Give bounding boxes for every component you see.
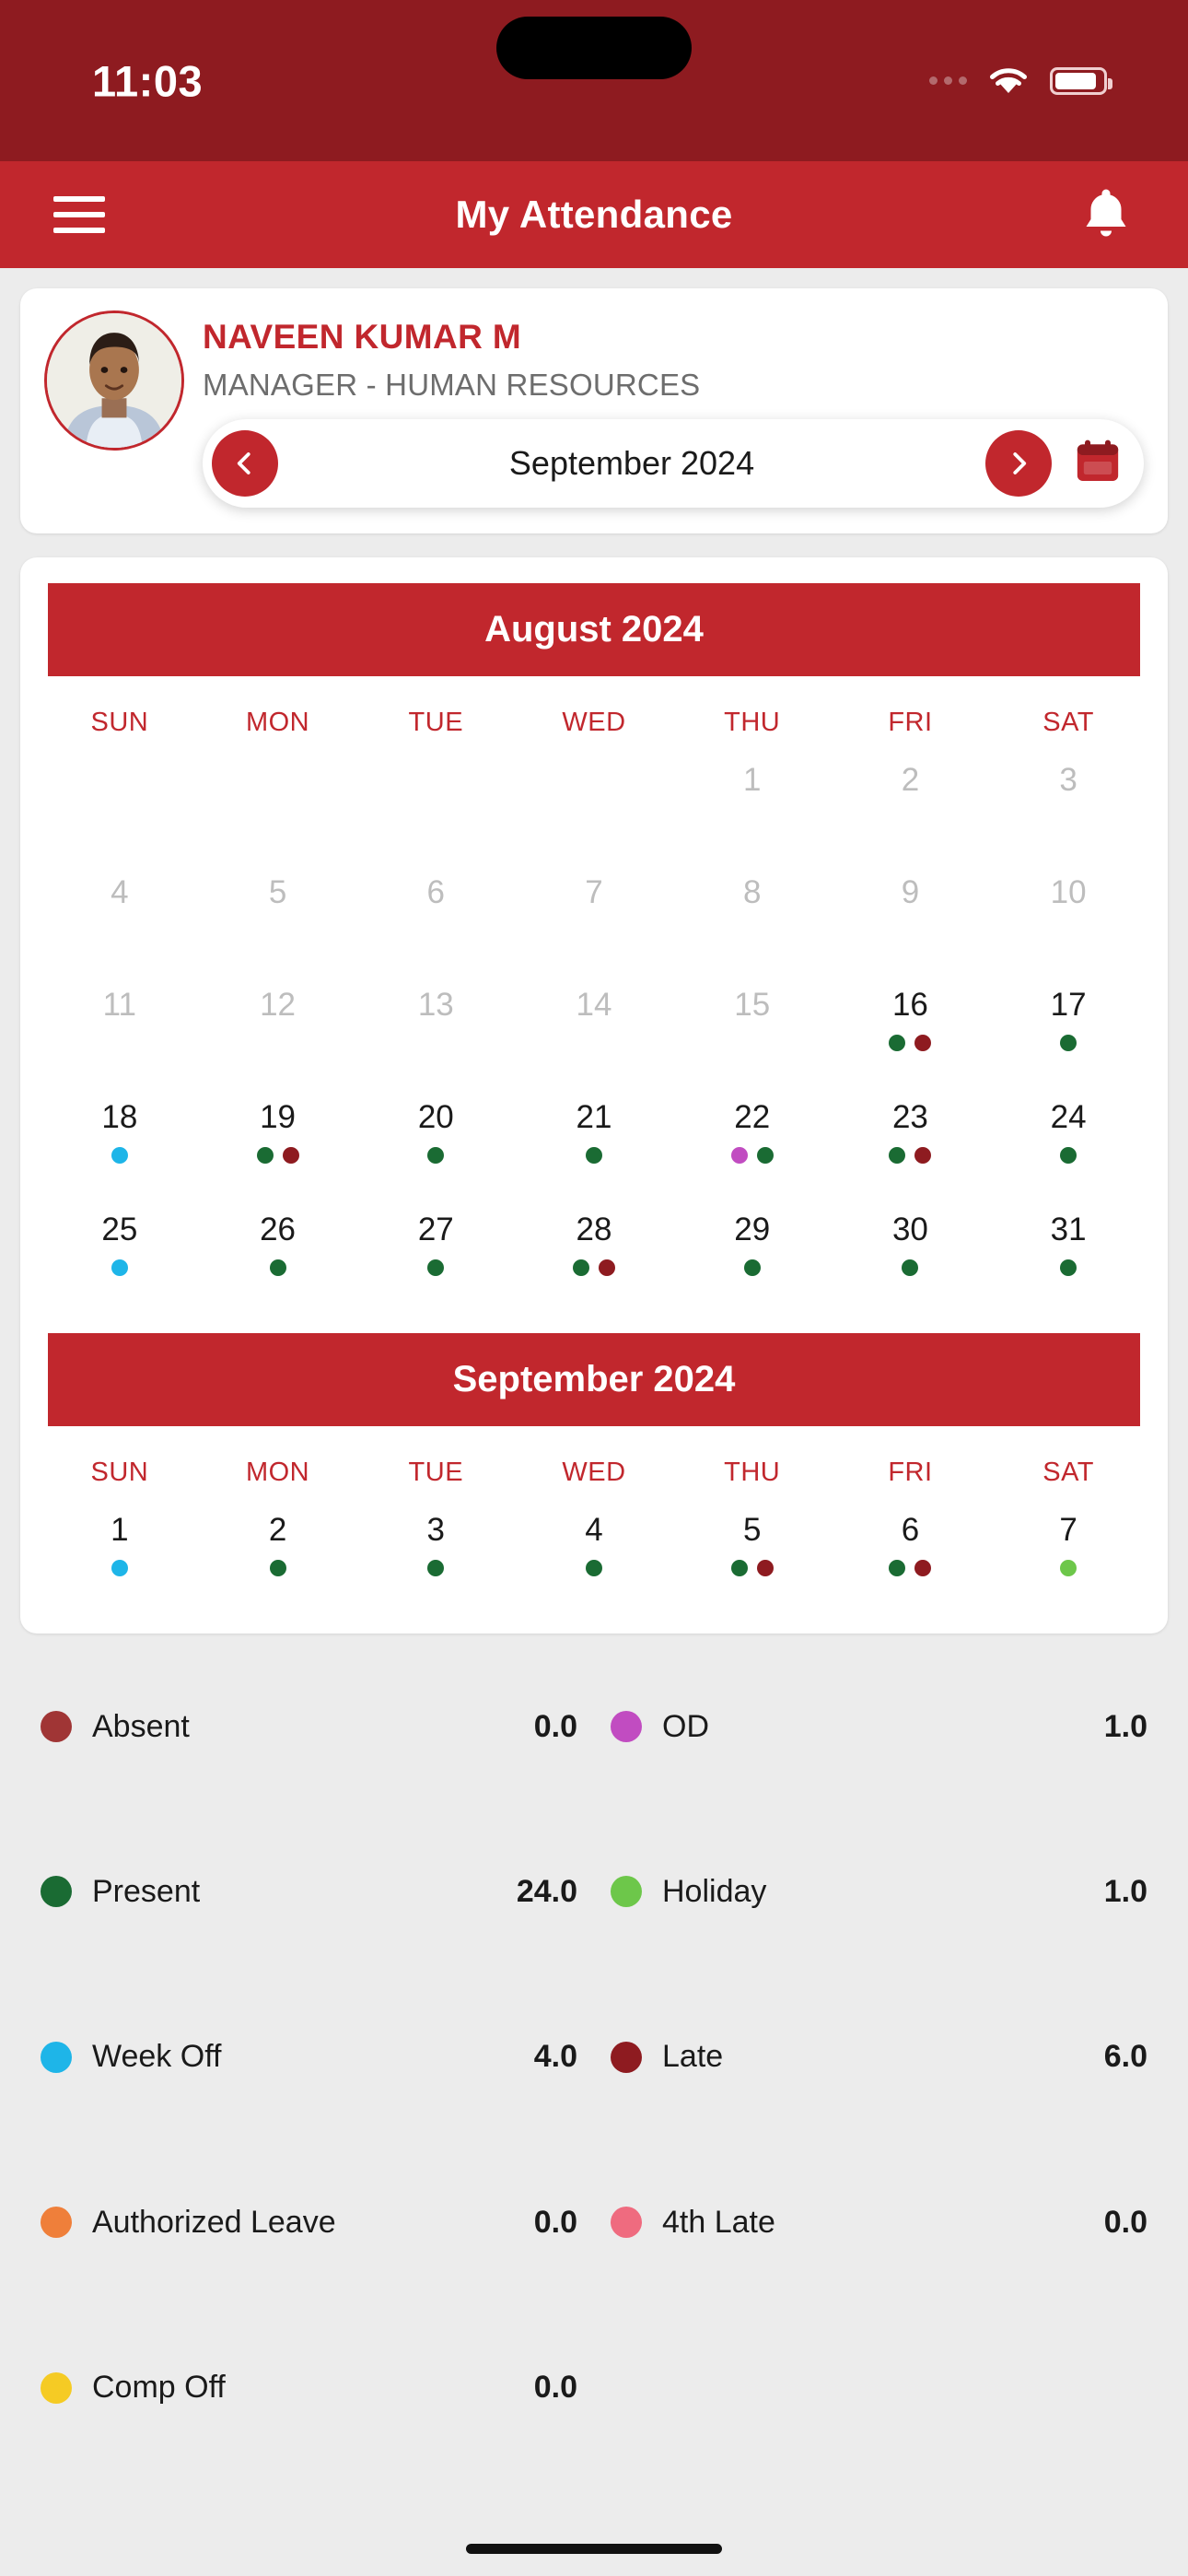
calendar-day-cell[interactable] — [989, 1495, 1147, 1608]
status-dot — [111, 1259, 128, 1276]
calendar-day-number: 5 — [742, 1512, 762, 1548]
calendar-day-number: 26 — [260, 1212, 297, 1247]
status-dot — [111, 1560, 128, 1576]
weekday-label: MON — [245, 1458, 310, 1487]
status-dot — [914, 1560, 931, 1576]
battery-icon — [1050, 67, 1107, 95]
legend-item — [611, 2016, 1147, 2099]
legend-value: 1.0 — [1103, 1708, 1147, 1744]
legend-item — [611, 1685, 1147, 1768]
calendar-day-number: 3 — [426, 1512, 446, 1548]
weekday-label: TUE — [408, 1458, 464, 1487]
status-dot — [1060, 1035, 1077, 1051]
calendar-day-number: 27 — [417, 1212, 454, 1247]
day-status-dots — [586, 1560, 602, 1576]
calendar-day-cell[interactable] — [199, 1083, 357, 1195]
page-title: My Attendance — [455, 193, 733, 236]
employee-name: NAVEEN KUMAR M — [203, 318, 522, 356]
calendar-day-cell — [41, 745, 199, 858]
status-bar — [0, 0, 1188, 161]
calendar-day-number: 14 — [576, 987, 612, 1023]
calendar-day-number: 16 — [891, 987, 928, 1023]
calendar-day-number: 13 — [417, 987, 454, 1023]
calendar-day-cell[interactable] — [989, 745, 1147, 858]
day-status-dots — [1060, 1259, 1077, 1276]
day-status-dots — [257, 1147, 299, 1164]
day-status-dots — [270, 1560, 286, 1576]
scroll-content — [0, 268, 1188, 2576]
status-dot — [257, 1147, 274, 1164]
legend-color-dot — [41, 2042, 72, 2073]
calendar-day-number: 12 — [260, 987, 297, 1023]
employee-photo — [47, 313, 181, 448]
legend-label: Holiday — [662, 1873, 767, 1909]
legend-value: 0.0 — [533, 2204, 577, 2240]
status-dot — [731, 1560, 748, 1576]
calendar-day-cell[interactable] — [832, 858, 990, 970]
legend-value: 4.0 — [533, 2039, 577, 2075]
legend-label: Late — [662, 2039, 724, 2075]
weekday-label: SUN — [90, 1458, 149, 1487]
legend-label: Absent — [92, 1708, 190, 1744]
legend-color-dot — [41, 2207, 72, 2238]
month-header: August 2024 — [48, 583, 1140, 676]
day-status-dots — [1060, 1035, 1077, 1051]
calendar-day-cell[interactable] — [832, 1495, 990, 1608]
calendar-day-number: 31 — [1050, 1212, 1087, 1247]
legend-color-dot — [41, 2372, 72, 2404]
legend-label: OD — [662, 1708, 709, 1744]
legend-value: 1.0 — [1103, 1873, 1147, 1909]
calendar-day-number: 7 — [585, 874, 603, 910]
avatar — [44, 310, 184, 451]
calendar-day-cell — [515, 745, 673, 858]
legend-label: Week Off — [92, 2039, 222, 2075]
status-dot — [914, 1147, 931, 1164]
legend-color-dot — [611, 2042, 642, 2073]
status-dot — [889, 1560, 905, 1576]
calendar-day-number: 1 — [742, 762, 762, 798]
calendar-day-cell[interactable] — [199, 1495, 357, 1608]
weekday-label: FRI — [888, 1458, 933, 1487]
calendar-icon[interactable] — [1072, 436, 1124, 492]
calendar-day-cell[interactable] — [356, 1083, 515, 1195]
legend-item — [41, 2016, 577, 2099]
calendar-day-cell[interactable] — [989, 1083, 1147, 1195]
status-dot — [902, 1259, 918, 1276]
weekday-label: SAT — [1042, 708, 1094, 737]
status-dot — [744, 1259, 761, 1276]
day-status-dots — [427, 1560, 444, 1576]
calendar-day-cell[interactable] — [673, 858, 832, 970]
calendar-day-number: 23 — [891, 1099, 928, 1135]
calendar-day-cell[interactable] — [41, 858, 199, 970]
weekday-label: FRI — [888, 708, 933, 737]
weekday-label: SAT — [1042, 1458, 1094, 1487]
weekday-label: SUN — [90, 708, 149, 737]
legend-color-dot — [611, 1711, 642, 1742]
status-time: 11:03 — [92, 56, 204, 105]
legend-item — [611, 2181, 1147, 2264]
calendar-day-number: 21 — [576, 1099, 612, 1135]
calendar-day-number: 24 — [1050, 1099, 1087, 1135]
status-dot — [731, 1147, 748, 1164]
calendar-day-number: 17 — [1050, 987, 1087, 1023]
status-dot — [889, 1147, 905, 1164]
status-dot — [270, 1259, 286, 1276]
calendar-day-number: 10 — [1050, 874, 1087, 910]
days-grid — [20, 1495, 1168, 1608]
calendar-day-cell[interactable] — [673, 745, 832, 858]
calendar-day-cell[interactable] — [356, 1195, 515, 1307]
month-header: September 2024 — [48, 1333, 1140, 1426]
legend-color-dot — [41, 1711, 72, 1742]
status-dot — [1060, 1147, 1077, 1164]
status-dot — [111, 1147, 128, 1164]
weekday-label: THU — [724, 708, 781, 737]
status-dot — [573, 1259, 589, 1276]
employee-role: MANAGER - HUMAN RESOURCES — [203, 368, 701, 402]
calendar-day-number: 15 — [734, 987, 771, 1023]
legend-label: Present — [92, 1873, 201, 1909]
calendar-day-cell[interactable] — [832, 1083, 990, 1195]
calendar-day-number: 25 — [101, 1212, 138, 1247]
day-status-dots — [731, 1560, 774, 1576]
status-dot — [914, 1035, 931, 1051]
day-status-dots — [889, 1147, 931, 1164]
day-status-dots — [427, 1147, 444, 1164]
calendar-day-number: 6 — [426, 874, 446, 910]
calendar-day-cell — [199, 745, 357, 858]
calendar-day-number: 4 — [111, 874, 129, 910]
calendar-day-number: 22 — [734, 1099, 771, 1135]
hamburger-menu-icon[interactable] — [53, 196, 105, 233]
dynamic-island — [496, 17, 692, 79]
status-icons — [929, 65, 1107, 97]
day-status-dots — [889, 1035, 931, 1051]
signal-dots-icon — [929, 76, 967, 85]
days-grid — [20, 745, 1168, 1307]
status-dot — [270, 1560, 286, 1576]
status-dot — [427, 1259, 444, 1276]
day-status-dots — [731, 1147, 774, 1164]
day-status-dots — [270, 1259, 286, 1276]
status-dot — [757, 1147, 774, 1164]
calendar-day-number: 18 — [101, 1099, 138, 1135]
status-dot — [586, 1560, 602, 1576]
legend-value: 0.0 — [1103, 2204, 1147, 2240]
legend-item — [41, 2347, 577, 2430]
legend-color-dot — [41, 1876, 72, 1907]
day-status-dots — [902, 1259, 918, 1276]
previous-month-button[interactable] — [212, 430, 278, 497]
calendar-day-cell[interactable] — [41, 970, 199, 1083]
calendar-day-cell[interactable] — [199, 858, 357, 970]
calendar-day-cell[interactable] — [989, 858, 1147, 970]
calendar-day-cell[interactable] — [356, 970, 515, 1083]
weekday-label: WED — [562, 708, 626, 737]
calendar-day-cell[interactable] — [673, 970, 832, 1083]
calendar-day-cell[interactable] — [515, 1495, 673, 1608]
calendar-day-cell[interactable] — [356, 858, 515, 970]
legend-value: 0.0 — [533, 2370, 577, 2406]
calendar-day-cell[interactable] — [41, 1495, 199, 1608]
calendar-day-number: 3 — [1059, 762, 1077, 798]
calendar-day-cell[interactable] — [832, 970, 990, 1083]
status-dot — [586, 1147, 602, 1164]
calendar-day-cell[interactable] — [832, 1195, 990, 1307]
status-dot — [427, 1560, 444, 1576]
calendar-day-cell[interactable] — [515, 858, 673, 970]
home-indicator — [0, 2521, 1188, 2576]
calendar-day-cell[interactable] — [989, 970, 1147, 1083]
calendar-day-number: 5 — [268, 874, 287, 910]
legend-item — [611, 1850, 1147, 1933]
calendar-day-number: 8 — [742, 874, 762, 910]
day-status-dots — [1060, 1147, 1077, 1164]
calendar-day-cell[interactable] — [41, 1195, 199, 1307]
legend-value: 24.0 — [516, 1873, 577, 1909]
weekday-label: THU — [724, 1458, 781, 1487]
legend-label: Authorized Leave — [92, 2204, 336, 2240]
legend-item — [41, 1850, 577, 1933]
calendar-day-cell[interactable] — [673, 1495, 832, 1608]
legend-label: Comp Off — [92, 2370, 226, 2406]
status-dot — [757, 1560, 774, 1576]
status-dot — [1060, 1259, 1077, 1276]
calendar-day-cell[interactable] — [199, 970, 357, 1083]
calendar-day-cell[interactable] — [515, 1083, 673, 1195]
legend-item — [41, 2181, 577, 2264]
wifi-icon — [987, 65, 1030, 97]
legend — [0, 1657, 1188, 2521]
status-dot — [889, 1035, 905, 1051]
weekday-label: WED — [562, 1458, 626, 1487]
weekday-label: TUE — [408, 708, 464, 737]
calendar-day-number: 7 — [1059, 1512, 1077, 1548]
calendar-day-number: 20 — [417, 1099, 454, 1135]
legend-color-dot — [611, 1876, 642, 1907]
calendar-day-number: 4 — [585, 1512, 603, 1548]
calendar-day-number: 30 — [891, 1212, 928, 1247]
weekday-header-row — [20, 1426, 1168, 1495]
calendar-day-cell — [356, 745, 515, 858]
day-status-dots — [586, 1147, 602, 1164]
day-status-dots — [889, 1560, 931, 1576]
calendar-day-number: 28 — [576, 1212, 612, 1247]
calendar-day-number: 9 — [901, 874, 920, 910]
calendar-day-cell[interactable] — [356, 1495, 515, 1608]
day-status-dots — [427, 1259, 444, 1276]
calendar-day-number: 6 — [901, 1512, 920, 1548]
calendar-day-cell[interactable] — [832, 745, 990, 858]
calendar-day-cell[interactable] — [515, 970, 673, 1083]
calendar-day-cell[interactable] — [515, 1195, 673, 1307]
calendar-day-number: 2 — [268, 1512, 287, 1548]
day-status-dots — [111, 1147, 128, 1164]
calendar-day-number: 1 — [111, 1512, 129, 1548]
calendar-day-number: 11 — [102, 987, 137, 1023]
status-dot — [599, 1259, 615, 1276]
profile-details — [203, 310, 1144, 508]
selected-month-label: September 2024 — [508, 444, 755, 482]
weekday-label: MON — [245, 708, 310, 737]
status-dot — [1060, 1560, 1077, 1576]
app-bar — [0, 161, 1188, 268]
legend-item — [41, 1685, 577, 1768]
calendar-day-number: 19 — [260, 1099, 297, 1135]
weekday-header-row — [20, 676, 1168, 745]
profile-card — [20, 288, 1168, 533]
month-selector — [203, 419, 1144, 508]
next-month-button[interactable] — [985, 430, 1052, 497]
bell-icon[interactable] — [1081, 186, 1131, 244]
calendar-day-number: 29 — [734, 1212, 771, 1247]
calendar-day-cell[interactable] — [673, 1195, 832, 1307]
legend-value: 0.0 — [533, 1708, 577, 1744]
day-status-dots — [573, 1259, 615, 1276]
calendar-day-cell[interactable] — [989, 1195, 1147, 1307]
day-status-dots — [111, 1560, 128, 1576]
legend-color-dot — [611, 2207, 642, 2238]
legend-value: 6.0 — [1103, 2039, 1147, 2075]
calendar-day-cell[interactable] — [673, 1083, 832, 1195]
status-dot — [427, 1147, 444, 1164]
day-status-dots — [111, 1259, 128, 1276]
day-status-dots — [744, 1259, 761, 1276]
day-status-dots — [1060, 1560, 1077, 1576]
calendar-card — [20, 557, 1168, 1633]
calendar-day-number: 2 — [901, 762, 920, 798]
legend-label: 4th Late — [662, 2204, 775, 2240]
calendar-day-cell[interactable] — [41, 1083, 199, 1195]
status-dot — [283, 1147, 299, 1164]
calendar-day-cell[interactable] — [199, 1195, 357, 1307]
